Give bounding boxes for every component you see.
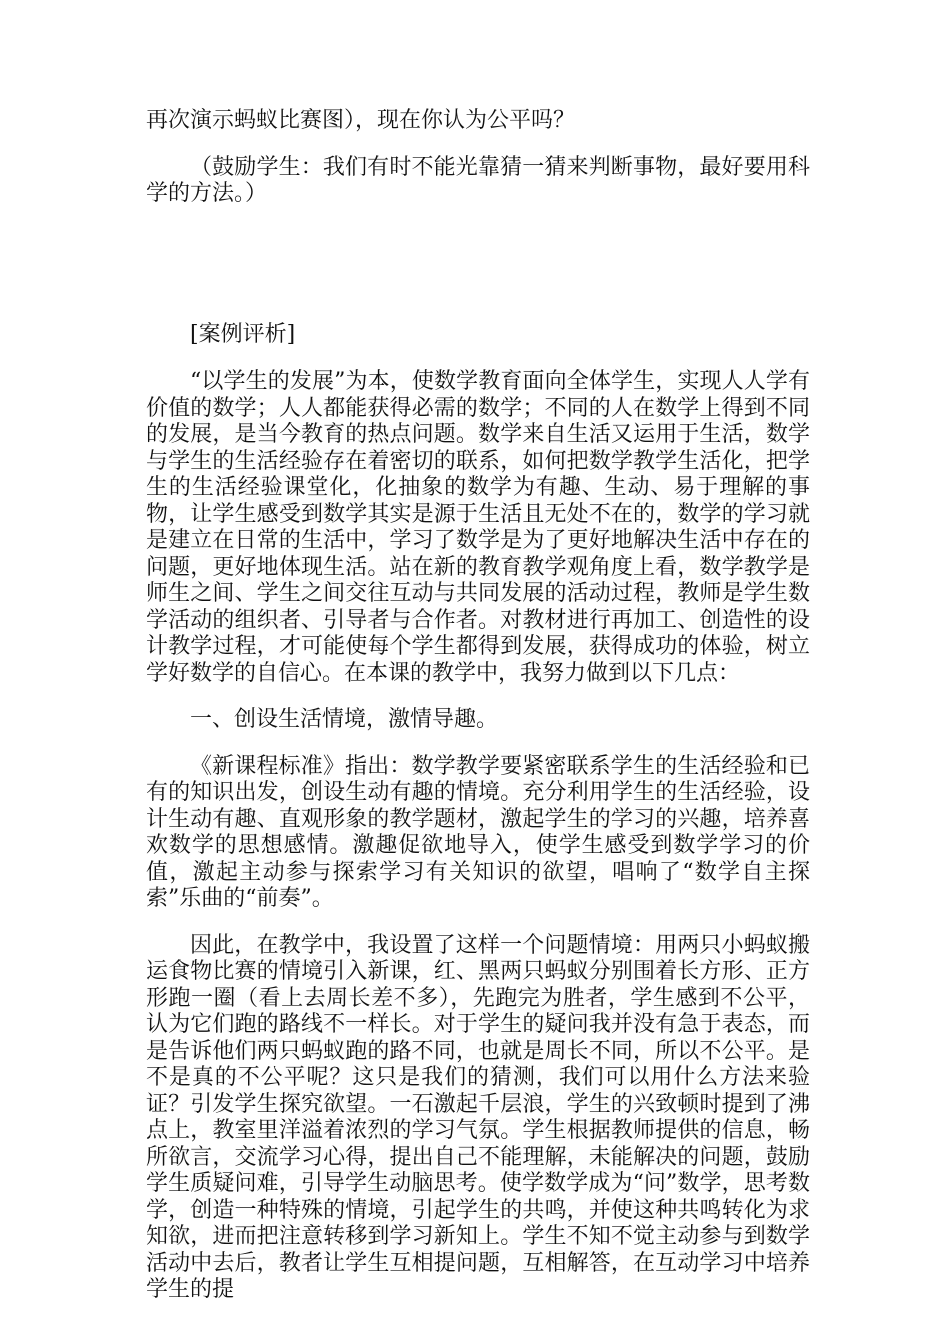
- document-page: [146, 108, 810, 1304]
- paragraph-teaching-scenario: 因此，在教学中，我设置了这样一个问题情境：用两只小蚂蚁搬运食物比赛的情境引入新课，红、黑两只蚂蚁分别围着长方形、正方形跑一圈（看上去周长差不多），先跑完为胜者，学生感到不公平，认为它们跑的路线不一样长。对于学生的疑问我并没有急于表态，而是告诉他们两只蚂蚁跑的路不同，也就是周长不同，所以不公平。是不是真的不公平呢？这只是我们的猜测，我们可以用什么方法来验证？引发学生探究欲望。一石激起千层浪，学生的兴致顿时提到了沸点上，教室里洋溢着浓烈的学习气氛。学生根据教师提供的信息，畅所欲言，交流学习心得，提出自己不能理解，未能解决的问题，鼓励学生质疑问难，引导学生动脑思考。使学数学成为“问”数学，思考数学，创造一种特殊的情境，引起学生的共鸣，并使这种共鸣转化为求知欲，进而把注意转移到学习新知上。学生不知不觉主动参与到数学活动中去后，教者让学生互相提问题，互相解答，在互动学习中培养学生的提: [146, 932, 810, 1302]
- paragraph-encourage-students: （鼓励学生：我们有时不能光靠猜一猜来判断事物，最好要用科学的方法。）: [146, 154, 810, 206]
- point-heading-create-situation: 一、创设生活情境，激情导趣。: [190, 707, 499, 732]
- section-heading-case-review: [案例评析]: [190, 321, 296, 347]
- paragraph-ant-demo: 再次演示蚂蚁比赛图），现在你认为公平吗？: [146, 108, 576, 133]
- paragraph-case-review: “以学生的发展”为本，使数学教育面向全体学生，实现人人学有价值的数学；人人都能获得必需的数学；不同的人在数学上得到不同的发展，是当今教育的热点问题。数学来自生活又运用于生活，数学与学生的生活经验存在着密切的联系，如何把数学教学生活化，把学生的生活经验课堂化，化抽象的数学为有趣、生动、易于理解的事物，让学生感受到数学其实是源于生活且无处不在的，数学的学习就是建立在日常的生活中，学习了数学是为了更好地解决生活中存在的问题，更好地体现生活。站在新的教育教学观角度上看，数学教学是师生之间、学生之间交往互动与共同发展的活动过程，教师是学生数学活动的组织者、引导者与合作者。对教材进行再加工、创造性的设计教学过程，才可能使每个学生都得到发展，获得成功的体验，树立学好数学的自信心。在本课的教学中，我努力做到以下几点：: [146, 369, 810, 686]
- paragraph-new-curriculum: 《新课程标准》指出：数学教学要紧密联系学生的生活经验和已有的知识出发，创设生动有趣的情境。充分利用学生的生活经验，设计生动有趣、直观形象的教学题材，激起学生的学习的兴趣，培养喜欢数学的思想感情。激趣促欲地导入，使学生感受到数学学习的价值，激起主动参与探索学习有关知识的欲望，唱响了“数学自主探索”乐曲的“前奏”。: [146, 753, 810, 911]
